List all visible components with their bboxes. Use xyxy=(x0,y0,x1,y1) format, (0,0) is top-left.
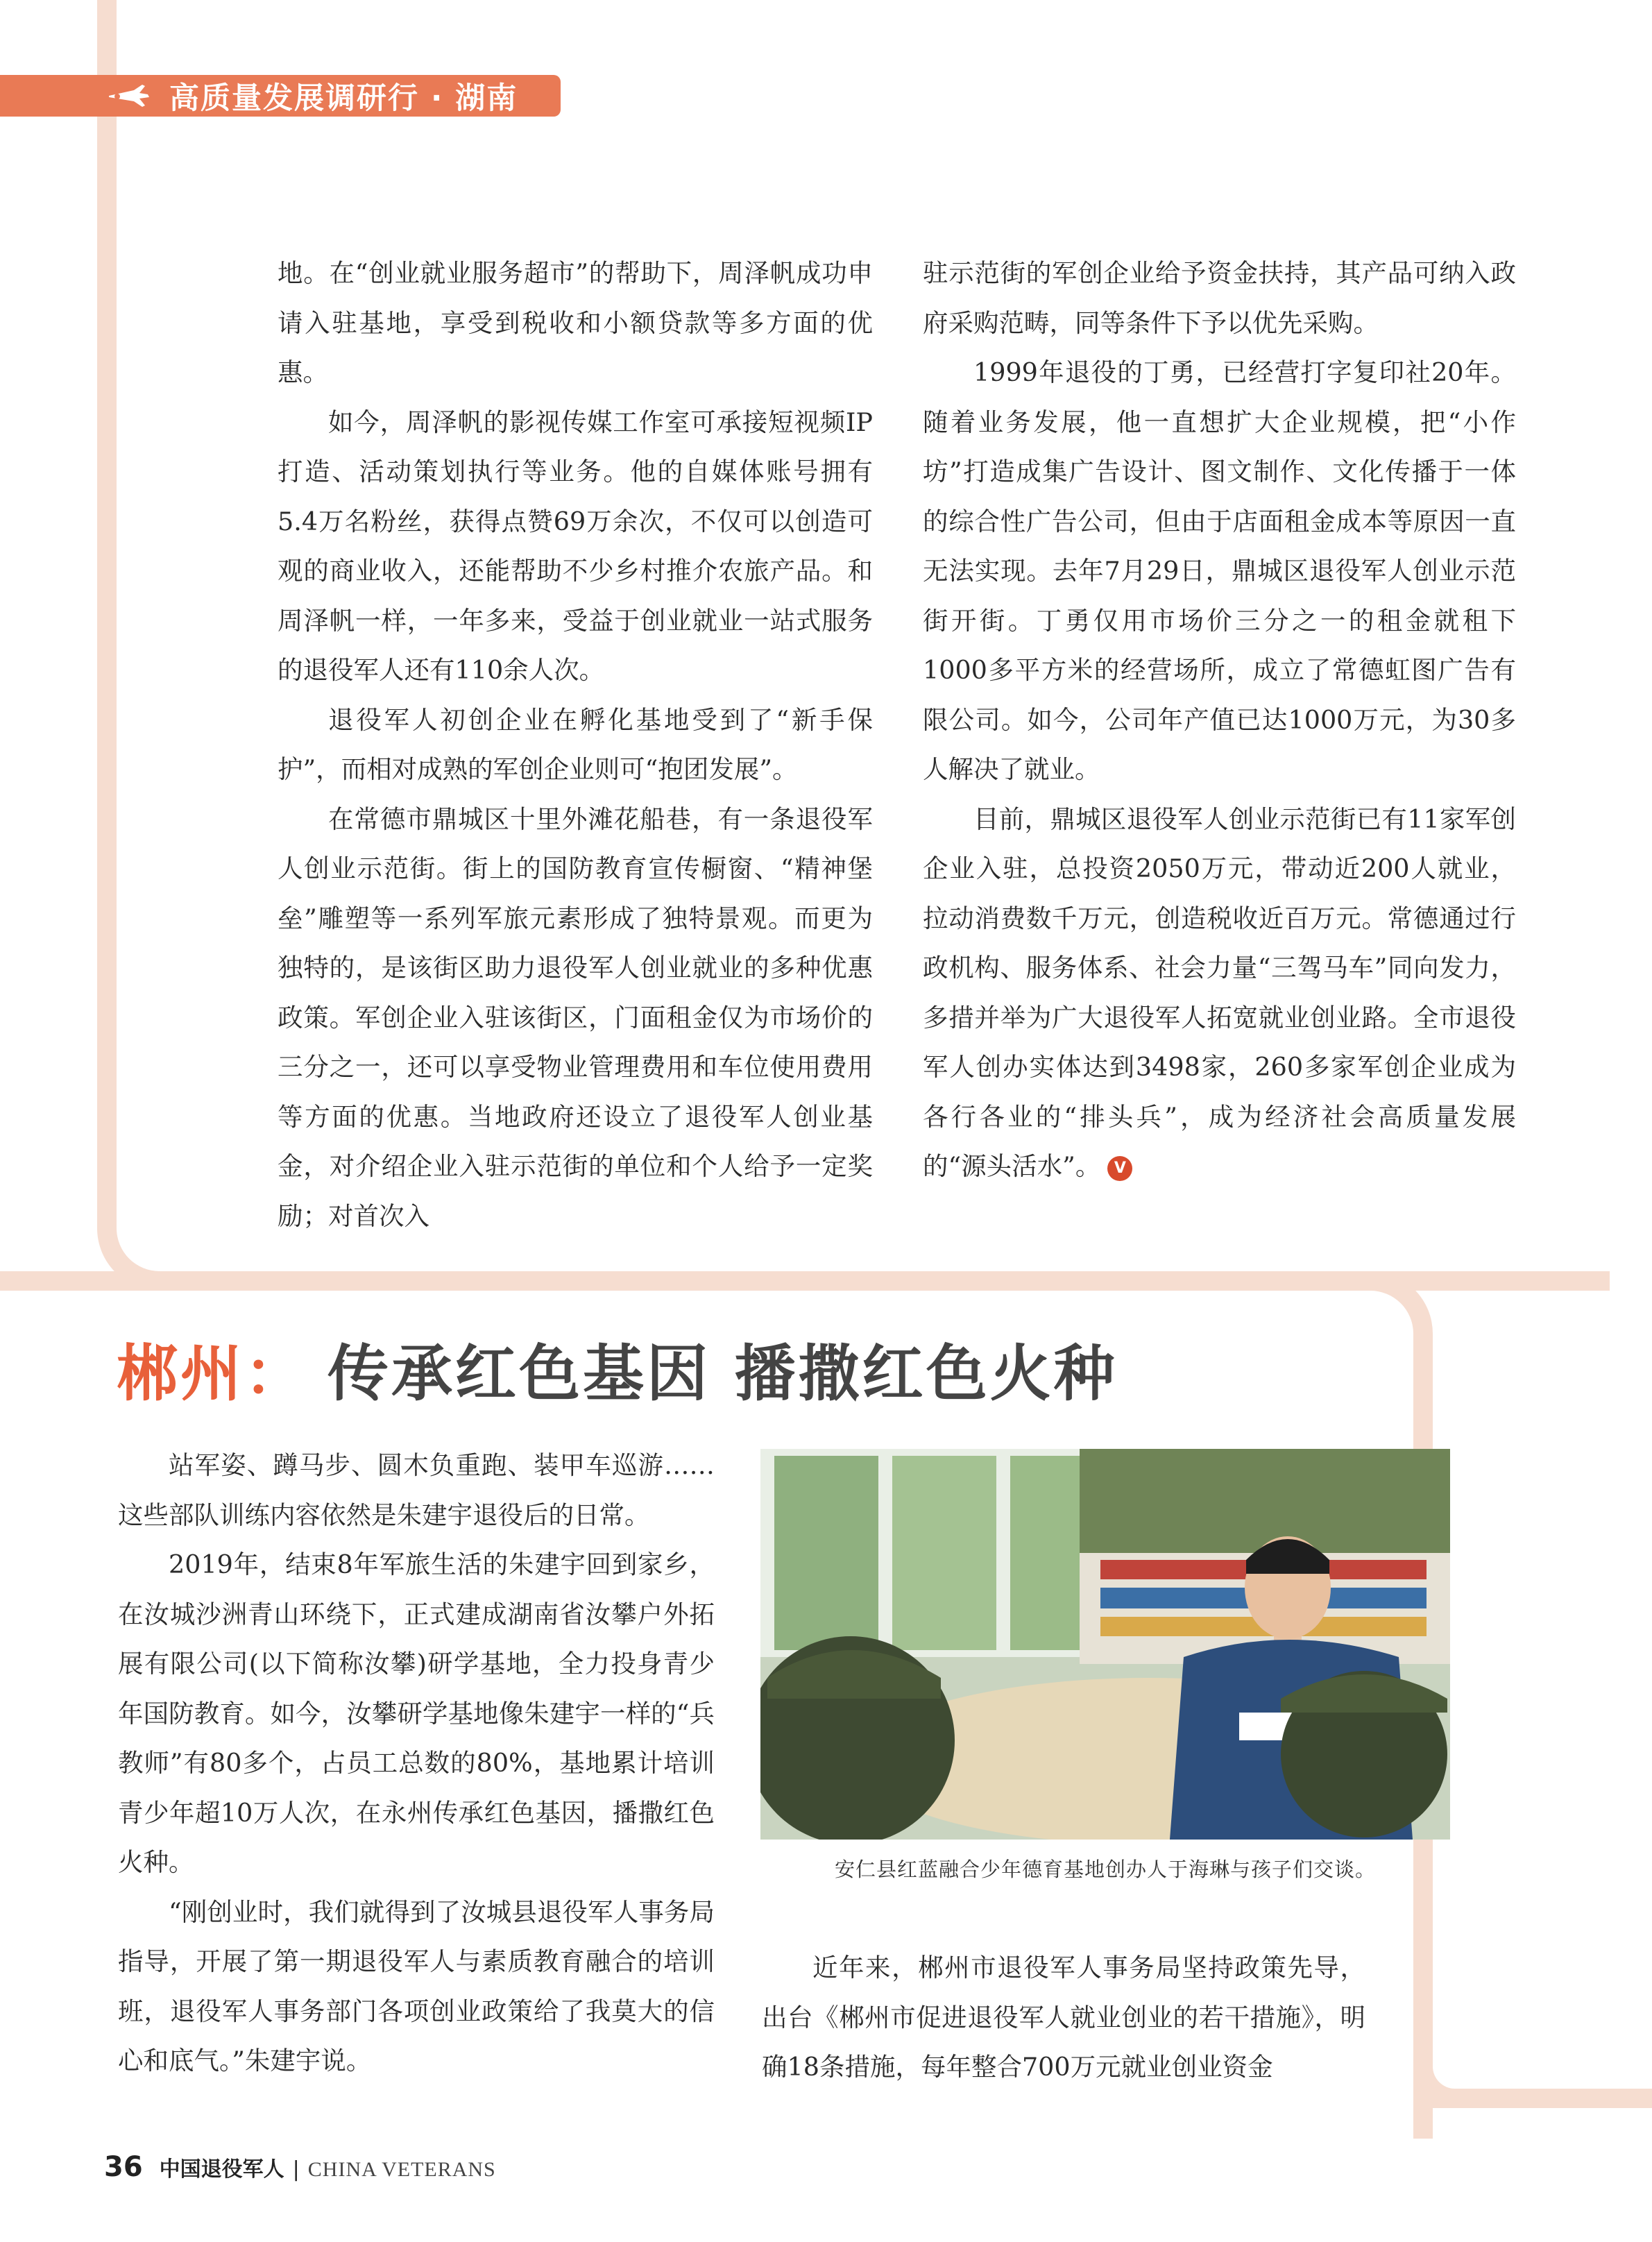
headline-place: 郴州： xyxy=(117,1337,309,1409)
paragraph: 如今，周泽帆的影视传媒工作室可承接短视频IP打造、活动策划执行等业务。他的自媒体账号拥有5.4万名粉丝，获得点赞69万余次，不仅可以创造可观的商业收入，还能帮助不少乡村推介农旅产品。和周泽帆一样，一年多来，受益于创业就业一站式服务的退役军人还有110余人次。 xyxy=(278,407,873,685)
paragraph: 退役军人初创企业在孵化基地受到了“新手保护”，而相对成熟的军创企业则可“抱团发展”。 xyxy=(278,704,873,784)
paragraph-text: 目前，鼎城区退役军人创业示范街已有11家军创企业入驻，总投资2050万元，带动近200人就业，拉动消费数千万元，创造税收近百万元。常德通过行政机构、服务体系、社会力量“三驾马车”同向发力，多措并举为广大退役军人拓宽就业创业路。全市退役军人创办实体达到3498家，260多家军创企业成为各行各业的“排头兵”，成为经济社会高质量发展的“源头活水”。 xyxy=(923,804,1516,1181)
headline-title: 传承红色基因 播撒红色火种 xyxy=(327,1337,1118,1409)
section-tag xyxy=(0,75,561,117)
article-headline xyxy=(117,1325,1118,1413)
article2-column-right xyxy=(762,1943,1365,2092)
magazine-name-cn: 中国退役军人 xyxy=(159,2157,284,2182)
paragraph: 站军姿、蹲马步、圆木负重跑、装甲车巡游……这些部队训练内容依然是朱建宇退役后的日常。 xyxy=(118,1450,715,1530)
paragraph: 近年来，郴州市退役军人事务局坚持政策先导，出台《郴州市促进退役军人就业创业的若干措施》，明确18条措施，每年整合700万元就业创业资金 xyxy=(762,1953,1365,2082)
paragraph xyxy=(923,795,1516,1191)
article-column-right xyxy=(923,248,1516,1191)
paragraph: “刚创业时，我们就得到了汝城县退役军人事务局指导，开展了第一期退役军人与素质教育融合的培训班，退役军人事务部门各项创业政策给了我莫大的信心和底气。”朱建宇说。 xyxy=(118,1896,715,2075)
decorative-frame-tail xyxy=(1413,2089,1652,2108)
article-column-left xyxy=(278,248,873,1241)
paragraph: 在常德市鼎城区十里外滩花船巷，有一条退役军人创业示范街。街上的国防教育宣传橱窗、“精神堡垒”雕塑等一系列军旅元素形成了独特景观。而更为独特的，是该街区助力退役军人创业就业的多种优惠政策。军创企业入驻该街区，门面租金仅为市场价的三分之一，还可以享受物业管理费用和车位使用费用等方面的优惠。当地政府还设立了退役军人创业基金，对介绍企业入驻示范街的单位和个人给予一定奖励；对首次入 xyxy=(278,804,873,1231)
magazine-name-en: CHINA VETERANS xyxy=(307,2158,496,2181)
paragraph: 地。在“创业就业服务超市”的帮助下，周泽帆成功申请入驻基地，享受到税收和小额贷款等多方面的优惠。 xyxy=(278,258,873,387)
article2-column-left xyxy=(118,1441,715,2086)
paragraph: 2019年，结束8年军旅生活的朱建宇回到家乡，在汝城沙洲青山环绕下，正式建成湖南省汝攀户外拓展有限公司(以下简称汝攀)研学基地，全力投身青少年国防教育。如今，汝攀研学基地像朱建宇一样的“兵教师”有80多个，占员工总数的80%，基地累计培训青少年超10万人次，在永州传承红色基因，播撒红色火种。 xyxy=(118,1549,715,1877)
airplane-icon xyxy=(97,75,160,117)
paragraph: 1999年退役的丁勇，已经营打字复印社20年。随着业务发展，他一直想扩大企业规模，把“小作坊”打造成集广告设计、图文制作、文化传播于一体的综合性广告公司，但由于店面租金成本等原因一直无法实现。去年7月29日，鼎城区退役军人创业示范街开街。丁勇仅用市场价三分之一的租金就租下1000多平方米的经营场所，成立了常德虹图广告有限公司。如今，公司年产值已达1000万元，为30多人解决了就业。 xyxy=(923,357,1516,784)
article-photo xyxy=(760,1449,1450,1840)
photo-caption: 安仁县红蓝融合少年德育基地创办人于海琳与孩子们交谈。 xyxy=(834,1858,1376,1881)
section-tag-label: 高质量发展调研行 · 湖南 xyxy=(169,80,518,116)
page-number: 36 xyxy=(104,2151,143,2183)
paragraph: 驻示范街的军创企业给予资金扶持，其产品可纳入政府采购范畴，同等条件下予以优先采购。 xyxy=(923,258,1516,338)
end-mark-icon: V xyxy=(1107,1156,1132,1181)
page-footer xyxy=(104,2151,496,2183)
footer-separator: | xyxy=(292,2157,300,2182)
photo-illustration xyxy=(760,1449,1450,1840)
